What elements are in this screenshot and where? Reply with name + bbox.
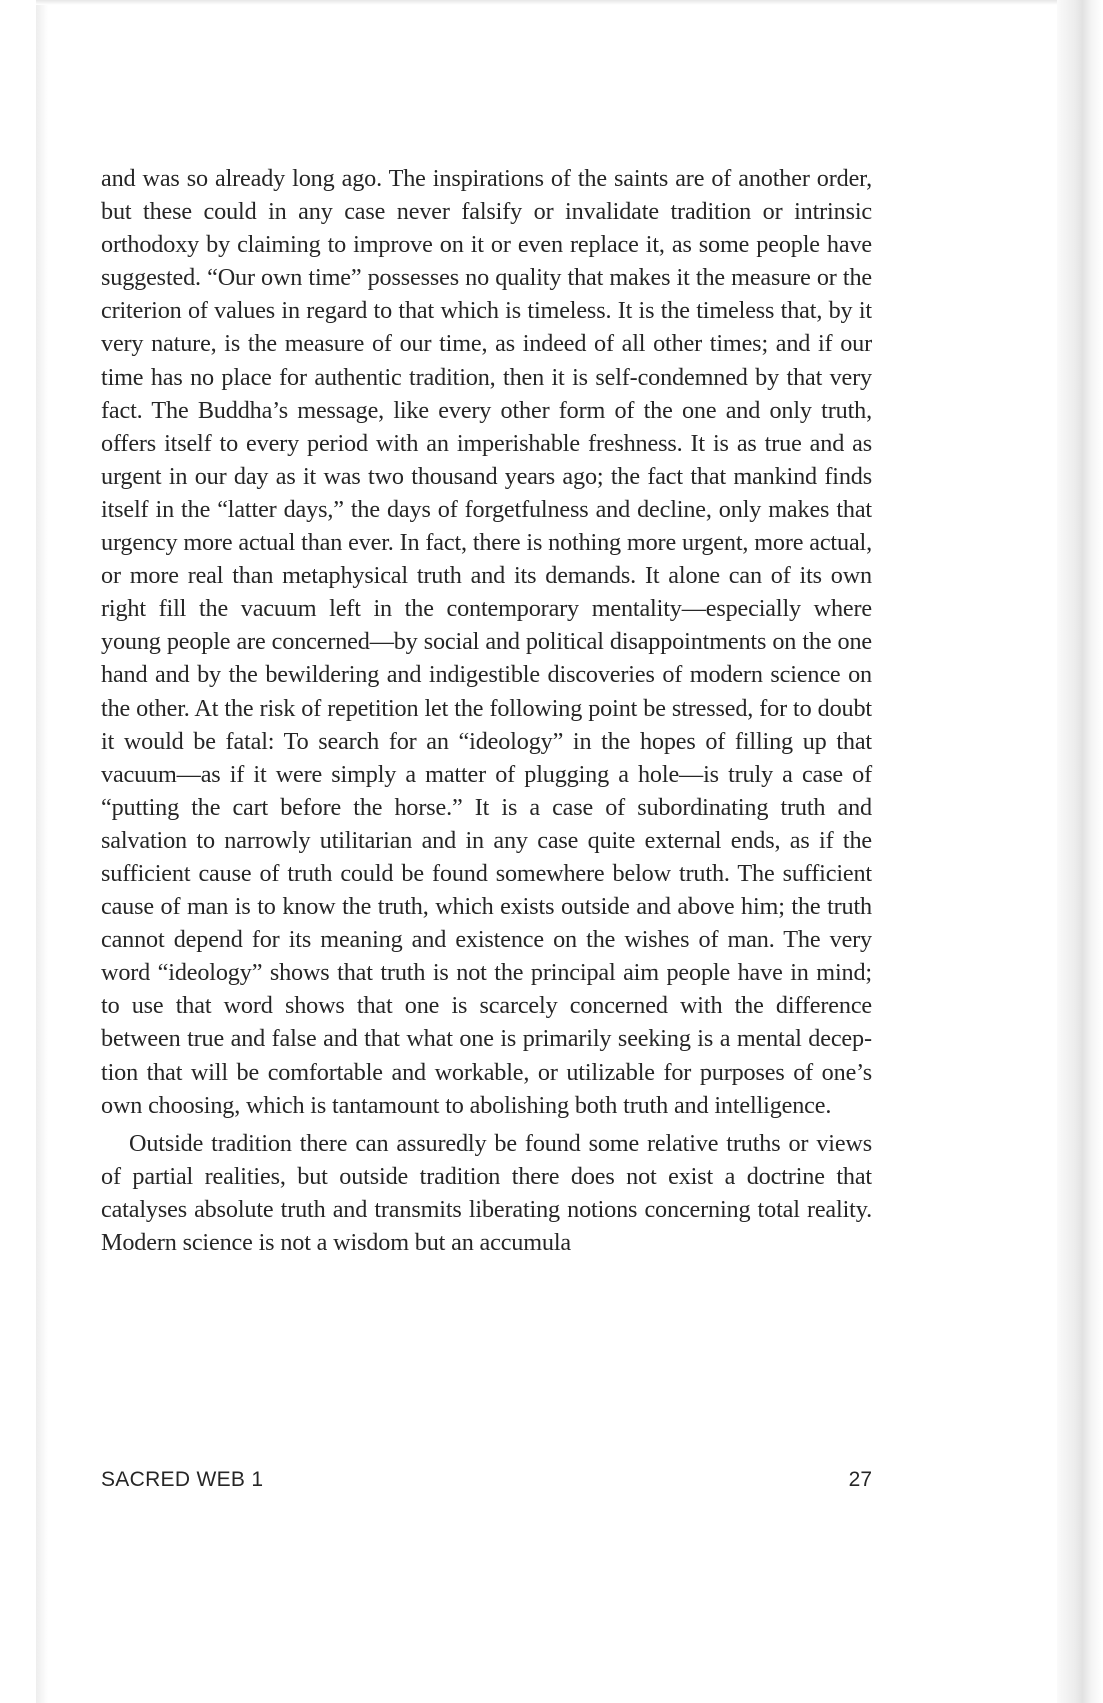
running-footer-journal: SACRED WEB 1 (101, 1468, 264, 1491)
body-paragraph-1: and was so already long ago. The inspirations of the saints are of another order, but these could in any case never falsify or invalidate tradition or intrinsic orthodoxy by claiming to improve on it or even replace it, as some people have suggested. “Our own time” possesses no quality that makes it the measure or the criterion of values in regard to that which is timeless. It is the timeless that, by it very nature, is the measure of our time, as indeed of all other times; and if our time has no place for authentic tradition, then it is self-condemned by that very fact. The Buddha’s message, like every other form of the one and only truth, offers itself to every period with an imperishable freshness. It is as true and as urgent in our day as it was two thousand years ago; the fact that mankind finds itself in the “latter days,” the days of forgetfulness and decline, only makes that urgency more actual than ever. In fact, there is nothing more urgent, more actual, or more real than metaphysical truth and its demands. It alone can of its own right fill the vacuum left in the contemporary mentality—especially where young people are concerned—by social and political disappointments on the one hand and by the bewildering and indigestible discoveries of modern science on the other. At the risk of repetition let the following point be stressed, for to doubt it would be fatal: To search for an “ideology” in the hopes of filling up that vacuum—as if it were simply a matter of plugging a hole—is truly a case of “putting the cart before the horse.” It is a case of subordinating truth and salvation to narrowly utilitarian and in any case quite external ends, as if the sufficient cause of truth could be found somewhere below truth. The sufficient cause of man is to know the truth, which exists outside and above him; the truth cannot depend for its meaning and existence on the wishes of man. The very word “ideology” shows that truth is not the principal aim people have in mind; to use that word shows that one is scarcely concerned with the difference between true and false and that what one is primarily seeking is a mental deception that will be comfortable and workable, or utilizable for purposes of one’s own choosing, which is tantamount to abolishing both truth and intelligence. (101, 165, 872, 1119)
scan-edge-top (36, 0, 1071, 5)
page-number: 27 (848, 1468, 872, 1491)
body-paragraph-2: Outside tradition there can assuredly be found some relative truths or views of partial realities, but outside tradition there does not exist a doctrine that catalyses absolute truth and transmits liberating notions concerning total reality. Modern science is not a wisdom but an accumula (101, 1129, 872, 1256)
page-body (101, 162, 872, 1259)
page-footer (101, 1468, 872, 1498)
scan-edge-left (36, 0, 48, 1703)
scan-edge-right (1057, 0, 1103, 1703)
